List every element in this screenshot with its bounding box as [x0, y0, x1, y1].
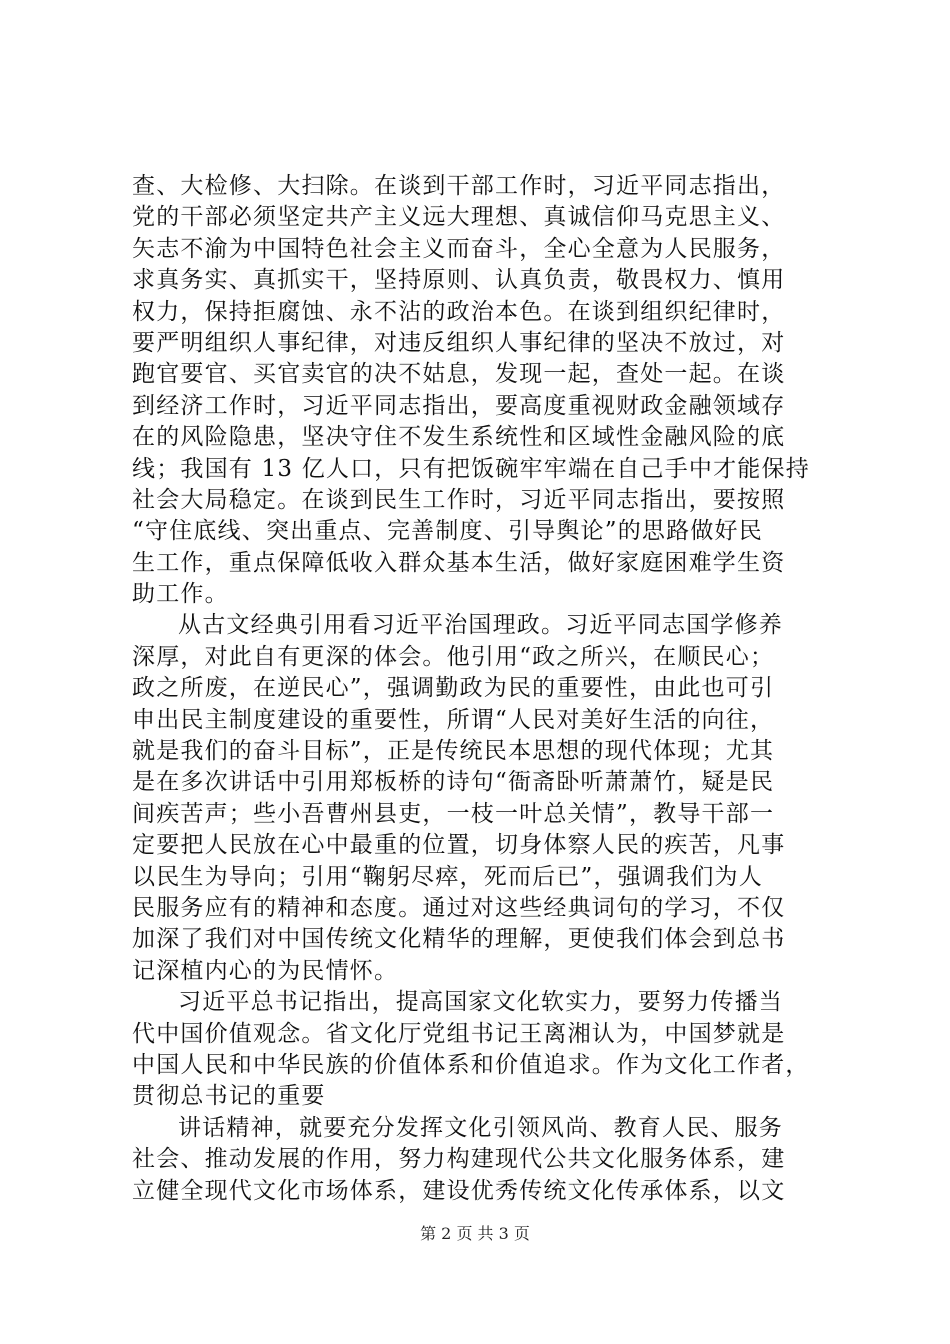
- text-line: 求真务实、真抓实干，坚持原则、认真负责，敬畏权力、慎用: [132, 267, 786, 294]
- text-line: 立健全现代文化市场体系，建设优秀传统文化传承体系，以文: [132, 1177, 786, 1204]
- text-line: 代中国价值观念。省文化厅党组书记王离湘认为，中国梦就是: [132, 1020, 786, 1047]
- text-line: 矢志不渝为中国特色社会主义而奋斗，全心全意为人民服务，: [132, 235, 786, 262]
- text-line: 生工作，重点保障低收入群众基本生活，做好家庭困难学生资: [132, 549, 786, 576]
- text-line: 中国人民和中华民族的价值体系和价值追求。作为文化工作者，: [132, 1051, 810, 1078]
- text-line: 申出民主制度建设的重要性，所谓“人民对美好生活的向往，: [132, 706, 775, 733]
- text-line: 要严明组织人事纪律，对违反组织人事纪律的坚决不放过，对: [132, 329, 786, 356]
- text-line: 到经济工作时，习近平同志指出，要高度重视财政金融领域存: [132, 392, 786, 419]
- text-line: 习近平总书记指出，提高国家文化软实力，要努力传播当: [178, 989, 783, 1016]
- text-line: 助工作。: [132, 581, 229, 608]
- text-line: 定要把人民放在心中最重的位置，切身体察人民的疾苦，凡事: [132, 832, 786, 859]
- text-line: 讲话精神，就要充分发挥文化引领风尚、教育人民、服务: [178, 1114, 783, 1141]
- text-line: 就是我们的奋斗目标”，正是传统民本思想的现代体现；尤其: [132, 738, 775, 765]
- text-line: 是在多次讲话中引用郑板桥的诗句“衙斋卧听萧萧竹，疑是民: [132, 769, 775, 796]
- text-line: “守住底线、突出重点、完善制度、引导舆论”的思路做好民: [132, 518, 763, 545]
- text-line: 权力，保持拒腐蚀、永不沾的政治本色。在谈到组织纪律时，: [132, 298, 786, 325]
- text-line: 间疾苦声；些小吾曹州县吏，一枝一叶总关情”，教导干部一: [132, 800, 775, 827]
- text-line: 社会、推动发展的作用，努力构建现代公共文化服务体系，建: [132, 1146, 786, 1173]
- text-line: 加深了我们对中国传统文化精华的理解，更使我们体会到总书: [132, 926, 786, 953]
- text-line: 从古文经典引用看习近平治国理政。习近平同志国学修养: [178, 612, 783, 639]
- text-line: 记深植内心的为民情怀。: [132, 957, 399, 984]
- text-line: 党的干部必须坚定共产主义远大理想、真诚信仰马克思主义、: [132, 204, 786, 231]
- body-text: [132, 171, 852, 1207]
- text-line: 深厚，对此自有更深的体会。他引用“政之所兴，在顺民心；: [132, 643, 775, 670]
- text-line: 查、大检修、大扫除。在谈到干部工作时，习近平同志指出，: [132, 173, 786, 199]
- text-line: 跑官要官、买官卖官的决不姑息，发现一起，查处一起。在谈: [132, 361, 786, 388]
- text-line: 社会大局稳定。在谈到民生工作时，习近平同志指出，要按照: [132, 486, 786, 513]
- text-line: 贯彻总书记的重要: [132, 1083, 326, 1110]
- text-line: 以民生为导向；引用“鞠躬尽瘁，死而后已”，强调我们为人: [132, 863, 763, 890]
- text-line: 在的风险隐患，坚决守住不发生系统性和区域性金融风险的底: [132, 424, 786, 451]
- text-line: 民服务应有的精神和态度。通过对这些经典词句的学习，不仅: [132, 894, 786, 921]
- text-line: 线；我国有 13 亿人口，只有把饭碗牢牢端在自己手中才能保持: [132, 455, 810, 482]
- text-line: 政之所废，在逆民心”，强调勤政为民的重要性，由此也可引: [132, 675, 775, 702]
- page-footer: 第 2 页 共 3 页: [420, 1224, 530, 1243]
